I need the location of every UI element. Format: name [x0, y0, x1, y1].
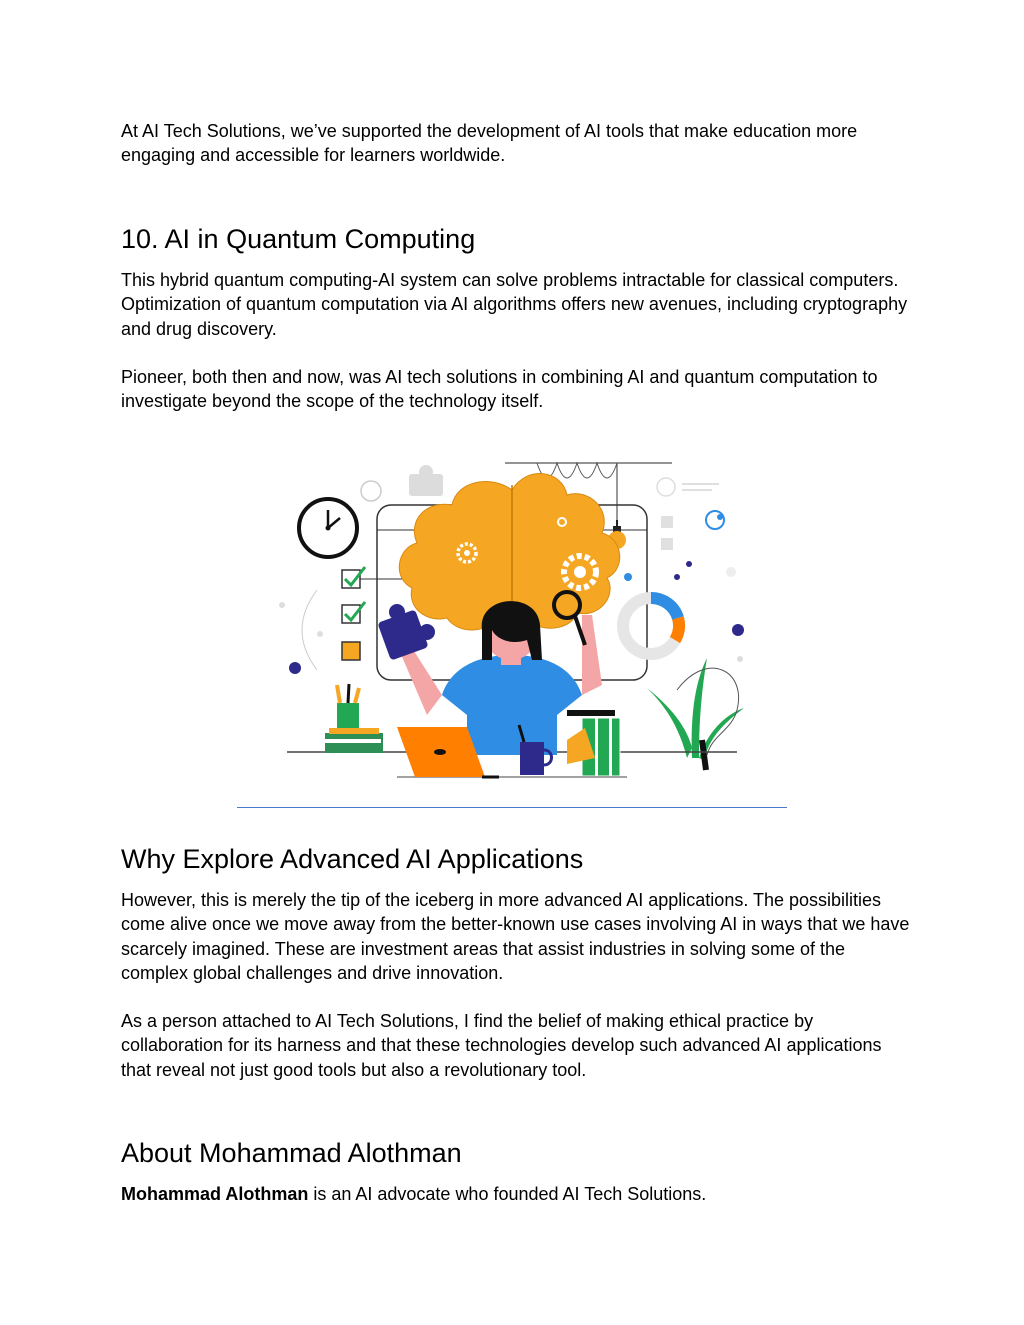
quantum-heading: 10. AI in Quantum Computing [121, 224, 476, 254]
why-paragraph-1: However, this is merely the tip of the iceberg in more advanced AI applications. The possibilities come alive once we move away from the better-known use cases involving AI in ways that we have scarcely imagined. These are investment areas that assist industries in solving some of the complex global challenges and drive innovation. [121, 890, 910, 984]
why-paragraph-2: As a person attached to AI Tech Solutions, I find the belief of making ethical practice by collaboration for its harness and that these technologies develop such advanced AI applications that reveal not just good tools but also a revolutionary tool. [121, 1011, 882, 1080]
horizontal-divider [237, 807, 787, 808]
author-name: Mohammad Alothman [121, 1184, 309, 1204]
why-heading: Why Explore Advanced AI Applications [121, 844, 584, 874]
quantum-paragraph-2: Pioneer, both then and now, was AI tech solutions in combining AI and quantum computation to investigate beyond the scope of the technology itself. [121, 367, 878, 412]
about-heading: About Mohammad Alothman [121, 1138, 462, 1168]
about-paragraph [121, 1182, 911, 1206]
intro-paragraph: At AI Tech Solutions, we’ve supported the development of AI tools that make education more engaging and accessible for learners worldwide. [121, 121, 858, 166]
quantum-paragraph-1: This hybrid quantum computing-AI system can solve problems intractable for classical computers. Optimization of quantum computation via AI algorithms offers new avenues, including cryptography and drug discovery. [121, 270, 908, 339]
about-text: is an AI advocate who founded AI Tech Solutions. [308, 1184, 707, 1204]
woman-with-brain-magnifier-illustration [237, 440, 787, 785]
clock-icon [299, 499, 357, 557]
